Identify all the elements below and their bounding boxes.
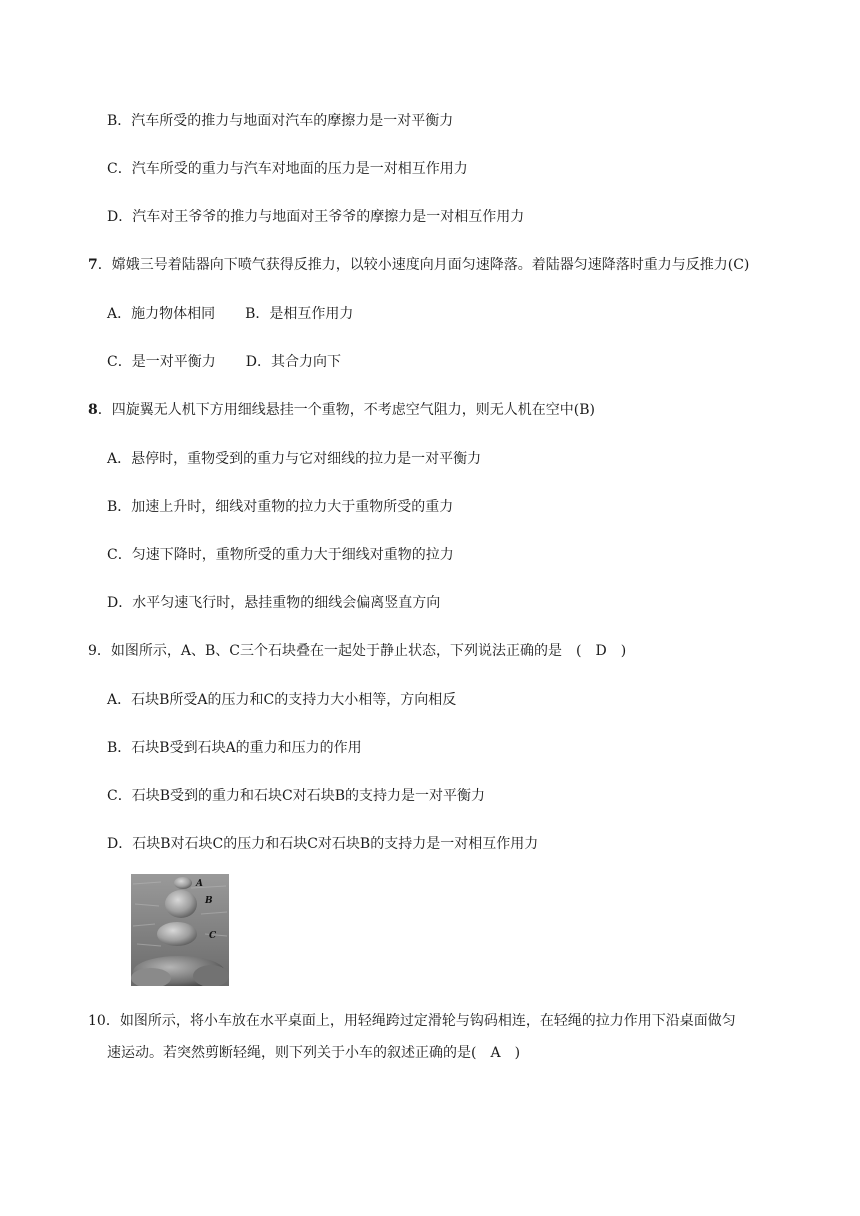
q8-option-c: C．匀速下降时，重物所受的重力大于细线对重物的拉力 (107, 547, 454, 563)
q7-options-row-1 (107, 304, 353, 324)
q9-option-c: C．石块B受到的重力和石块C对石块B的支持力是一对平衡力 (107, 788, 485, 804)
q10-stem-line-2: 速运动。若突然剪断轻绳，则下列关于小车的叙述正确的是( A ) (107, 1045, 521, 1061)
q7-stem (88, 255, 749, 275)
q8-stem (88, 400, 595, 420)
q9-stem: 9．如图所示，A、B、C三个石块叠在一起处于静止状态，下列说法正确的是 ( D ) (88, 643, 627, 659)
q7-number: 7 (88, 257, 98, 273)
q8-option-b: B．加速上升时，细线对重物的拉力大于重物所受的重力 (107, 499, 454, 515)
q7-option-a: A．施力物体相同 (107, 306, 216, 322)
q8-option-d: D．水平匀速飞行时，悬挂重物的细线会偏离竖直方向 (107, 595, 441, 611)
stacked-stones-figure (131, 874, 229, 986)
stone-label-c: C (209, 931, 217, 941)
stone-label-b: B (205, 896, 213, 906)
q7-option-c: C．是一对平衡力 (107, 354, 216, 370)
q7-text: ．嫦娥三号着陆器向下喷气获得反推力，以较小速度向月面匀速降落。着陆器匀速降落时重力与反推力(C) (97, 257, 750, 273)
q9-option-b: B．石块B受到石块A的重力和压力的作用 (107, 740, 362, 756)
q9-option-a: A．石块B所受A的压力和C的支持力大小相等，方向相反 (107, 692, 457, 708)
q6-option-d: D．汽车对王爷爷的推力与地面对王爷爷的摩擦力是一对相互作用力 (107, 209, 525, 225)
q8-option-a: A．悬停时，重物受到的重力与它对细线的拉力是一对平衡力 (107, 451, 482, 467)
q7-options-row-2 (107, 352, 341, 372)
q7-option-b: B．是相互作用力 (245, 306, 354, 322)
q6-option-b: B．汽车所受的推力与地面对汽车的摩擦力是一对平衡力 (107, 113, 454, 129)
q7-option-d: D．其合力向下 (245, 354, 341, 370)
q6-option-c: C．汽车所受的重力与汽车对地面的压力是一对相互作用力 (107, 161, 468, 177)
q8-number: 8 (88, 402, 98, 418)
q8-text: ．四旋翼无人机下方用细线悬挂一个重物，不考虑空气阻力，则无人机在空中(B) (97, 402, 595, 418)
q9-option-d: D．石块B对石块C的压力和石块C对石块B的支持力是一对相互作用力 (107, 836, 539, 852)
stone-label-a: A (196, 879, 203, 889)
q10-stem-line-1: 10．如图所示，将小车放在水平桌面上，用轻绳跨过定滑轮与钩码相连，在轻绳的拉力作用下沿桌面做匀 (88, 1013, 736, 1029)
